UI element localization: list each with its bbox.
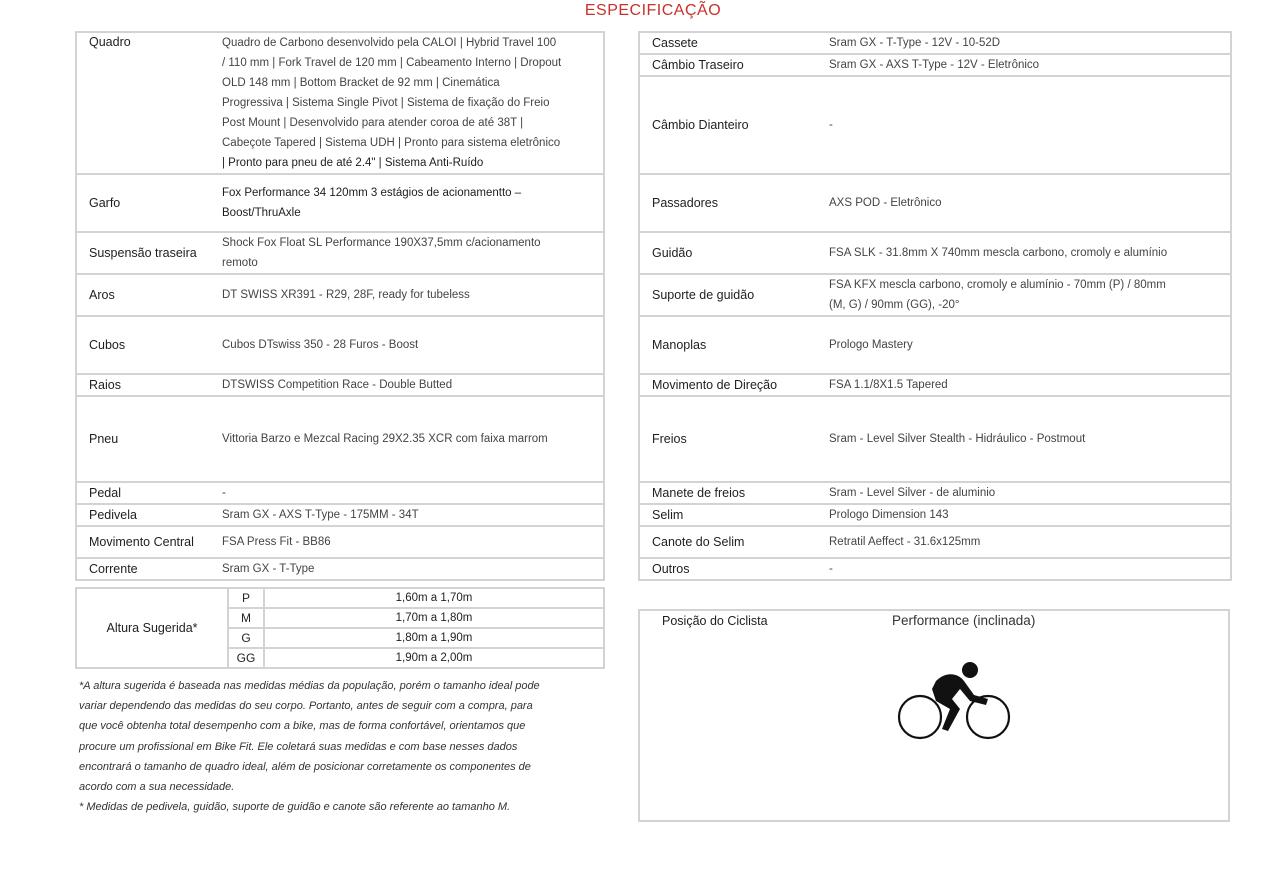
spec-value-line: Sram GX - T-Type xyxy=(222,563,315,575)
spec-row xyxy=(639,316,1231,374)
spec-row xyxy=(639,374,1231,396)
note-line: que você obtenha total desempenho com a bike, mas de forma confortável, orientamos que xyxy=(79,720,526,733)
spec-label: Outros xyxy=(639,558,827,580)
spec-value-line: Cubos DTswiss 350 - 28 Furos - Boost xyxy=(222,339,419,351)
spec-row xyxy=(639,526,1231,558)
spec-value xyxy=(220,32,604,174)
spec-value xyxy=(827,482,1231,504)
spec-row xyxy=(639,274,1231,316)
spec-label: Manete de freios xyxy=(639,482,827,504)
spec-label: Movimento Central xyxy=(76,526,220,558)
spec-label: Passadores xyxy=(639,174,827,232)
spec-label: Suporte de guidão xyxy=(639,274,827,316)
note-line: procure um profissional em Bike Fit. Ele coletará suas medidas e com base nesses dados xyxy=(79,740,518,753)
spec-value-line: FSA Press Fit - BB86 xyxy=(222,536,331,548)
spec-label: Câmbio Traseiro xyxy=(639,54,827,76)
spec-value xyxy=(220,274,604,316)
size-table xyxy=(75,587,605,669)
spec-row xyxy=(639,482,1231,504)
size-note xyxy=(79,676,599,817)
spec-value-line: remoto xyxy=(222,257,258,269)
size-code: G xyxy=(228,628,264,648)
spec-value-line: AXS POD - Eletrônico xyxy=(829,197,942,209)
spec-value-line: Shock Fox Float SL Performance 190X37,5mm c/acionamento xyxy=(222,237,541,249)
spec-label: Canote do Selim xyxy=(639,526,827,558)
spec-value xyxy=(827,76,1231,174)
spec-value xyxy=(220,174,604,232)
spec-value-line: Vittoria Barzo e Mezcal Racing 29X2.35 XCR com faixa marrom xyxy=(222,433,548,445)
spec-row xyxy=(639,76,1231,174)
spec-value-line: Sram - Level Silver - de aluminio xyxy=(829,487,996,499)
spec-value xyxy=(827,374,1231,396)
spec-label: Cassete xyxy=(639,32,827,54)
spec-row xyxy=(76,526,604,558)
note-line: * Medidas de pedivela, guidão, suporte de guidão e canote são referente ao tamanho M. xyxy=(79,801,511,814)
spec-row xyxy=(639,504,1231,526)
spec-value-line: Retratil Aeffect - 31.6x125mm xyxy=(829,536,981,548)
spec-value xyxy=(220,316,604,374)
spec-value-line: (M, G) / 90mm (GG), -20° xyxy=(829,299,960,311)
spec-label: Pedivela xyxy=(76,504,220,526)
spec-value xyxy=(220,526,604,558)
spec-row xyxy=(76,174,604,232)
size-label: Altura Sugerida* xyxy=(76,588,228,668)
spec-value-line: OLD 148 mm | Bottom Bracket de 92 mm | Cinemática xyxy=(222,77,500,89)
spec-label: Aros xyxy=(76,274,220,316)
spec-value xyxy=(220,558,604,580)
spec-value xyxy=(827,316,1231,374)
spec-value-line: - xyxy=(829,563,833,575)
rider-position-label: Posição do Ciclista xyxy=(662,614,768,628)
spec-value xyxy=(827,54,1231,76)
spec-value xyxy=(827,274,1231,316)
spec-value xyxy=(827,174,1231,232)
note-line: encontrará o tamanho de quadro ideal, além de posicionar corretamente os componentes de xyxy=(79,760,531,773)
spec-value-line: FSA KFX mescla carbono, cromoly e alumínio - 70mm (P) / 80mm xyxy=(829,279,1166,291)
spec-label: Garfo xyxy=(76,174,220,232)
rider-position-value: Performance (inclinada) xyxy=(892,613,1036,628)
spec-value-line: FSA 1.1/8X1.5 Tapered xyxy=(829,379,948,391)
spec-table-right xyxy=(638,31,1232,581)
spec-value xyxy=(220,396,604,482)
spec-row xyxy=(76,32,604,174)
spec-label: Guidão xyxy=(639,232,827,274)
spec-label: Raios xyxy=(76,374,220,396)
size-row xyxy=(76,588,604,608)
spec-value xyxy=(220,504,604,526)
note-line: acordo com a sua necessidade. xyxy=(79,781,235,794)
spec-row xyxy=(76,558,604,580)
spec-value xyxy=(827,558,1231,580)
rider-position-box xyxy=(638,609,1230,822)
spec-row xyxy=(639,174,1231,232)
spec-value-line: Boost/ThruAxle xyxy=(222,207,301,219)
spec-label: Pedal xyxy=(76,482,220,504)
spec-value xyxy=(220,232,604,274)
page-title: ESPECIFICAÇÃO xyxy=(584,2,722,19)
spec-label: Corrente xyxy=(76,558,220,580)
spec-value-line: Fox Performance 34 120mm 3 estágios de acionamentto – xyxy=(222,187,522,199)
spec-row xyxy=(76,232,604,274)
spec-row xyxy=(639,232,1231,274)
spec-label: Câmbio Dianteiro xyxy=(639,76,827,174)
spec-label: Cubos xyxy=(76,316,220,374)
size-range: 1,80m a 1,90m xyxy=(264,628,604,648)
spec-label: Quadro xyxy=(76,32,220,174)
spec-value-line: Sram GX - AXS T-Type - 175MM - 34T xyxy=(222,509,419,521)
size-code: GG xyxy=(228,648,264,668)
spec-row xyxy=(76,316,604,374)
spec-value xyxy=(220,374,604,396)
spec-value-line: Prologo Dimension 143 xyxy=(829,509,949,521)
size-range: 1,60m a 1,70m xyxy=(264,588,604,608)
size-range: 1,70m a 1,80m xyxy=(264,608,604,628)
spec-value-line: Sram GX - AXS T-Type - 12V - Eletrônico xyxy=(829,59,1040,71)
spec-row xyxy=(76,504,604,526)
spec-label: Movimento de Direção xyxy=(639,374,827,396)
spec-label: Selim xyxy=(639,504,827,526)
spec-value-line: Sram - Level Silver Stealth - Hidráulico - Postmout xyxy=(829,433,1086,445)
spec-value xyxy=(827,232,1231,274)
note-line: variar dependendo das medidas do seu corpo. Portanto, antes de seguir com a compra, para xyxy=(79,700,533,713)
cyclist-icon xyxy=(896,659,1012,743)
spec-value xyxy=(827,526,1231,558)
spec-value-line: Cabeçote Tapered | Sistema UDH | Pronto para sistema eletrônico xyxy=(222,137,561,149)
spec-value-line: Quadro de Carbono desenvolvido pela CALOI | Hybrid Travel 100 xyxy=(222,37,557,49)
spec-label: Manoplas xyxy=(639,316,827,374)
spec-value xyxy=(220,482,604,504)
spec-value-line: | Pronto para pneu de até 2.4" | Sistema Anti-Ruído xyxy=(222,157,484,169)
size-code: P xyxy=(228,588,264,608)
spec-value xyxy=(827,32,1231,54)
spec-value-line: / 110 mm | Fork Travel de 120 mm | Cabeamento Interno | Dropout xyxy=(222,57,562,69)
size-range: 1,90m a 2,00m xyxy=(264,648,604,668)
spec-row xyxy=(76,274,604,316)
spec-row xyxy=(76,482,604,504)
spec-value xyxy=(827,396,1231,482)
spec-value-line: Prologo Mastery xyxy=(829,339,913,351)
spec-label: Freios xyxy=(639,396,827,482)
spec-row xyxy=(76,374,604,396)
spec-value-line: Post Mount | Desenvolvido para atender coroa de até 38T | xyxy=(222,117,524,129)
spec-row xyxy=(639,396,1231,482)
spec-table-left xyxy=(75,31,605,581)
spec-value-line: DTSWISS Competition Race - Double Butted xyxy=(222,379,453,391)
spec-row xyxy=(639,32,1231,54)
spec-label: Pneu xyxy=(76,396,220,482)
spec-value-line: Sram GX - T-Type - 12V - 10-52D xyxy=(829,37,1001,49)
note-line: *A altura sugerida é baseada nas medidas médias da população, porém o tamanho ideal pode xyxy=(79,680,540,692)
spec-value-line: - xyxy=(222,487,226,499)
spec-value-line: Progressiva | Sistema Single Pivot | Sistema de fixação do Freio xyxy=(222,97,550,109)
spec-value-line: FSA SLK - 31.8mm X 740mm mescla carbono, cromoly e alumínio xyxy=(829,247,1168,259)
spec-value xyxy=(827,504,1231,526)
spec-value-line: - xyxy=(829,119,833,131)
spec-row xyxy=(639,54,1231,76)
size-code: M xyxy=(228,608,264,628)
spec-row xyxy=(76,396,604,482)
spec-value-line: DT SWISS XR391 - R29, 28F, ready for tubeless xyxy=(222,289,470,301)
spec-label: Suspensão traseira xyxy=(76,232,220,274)
spec-row xyxy=(639,558,1231,580)
